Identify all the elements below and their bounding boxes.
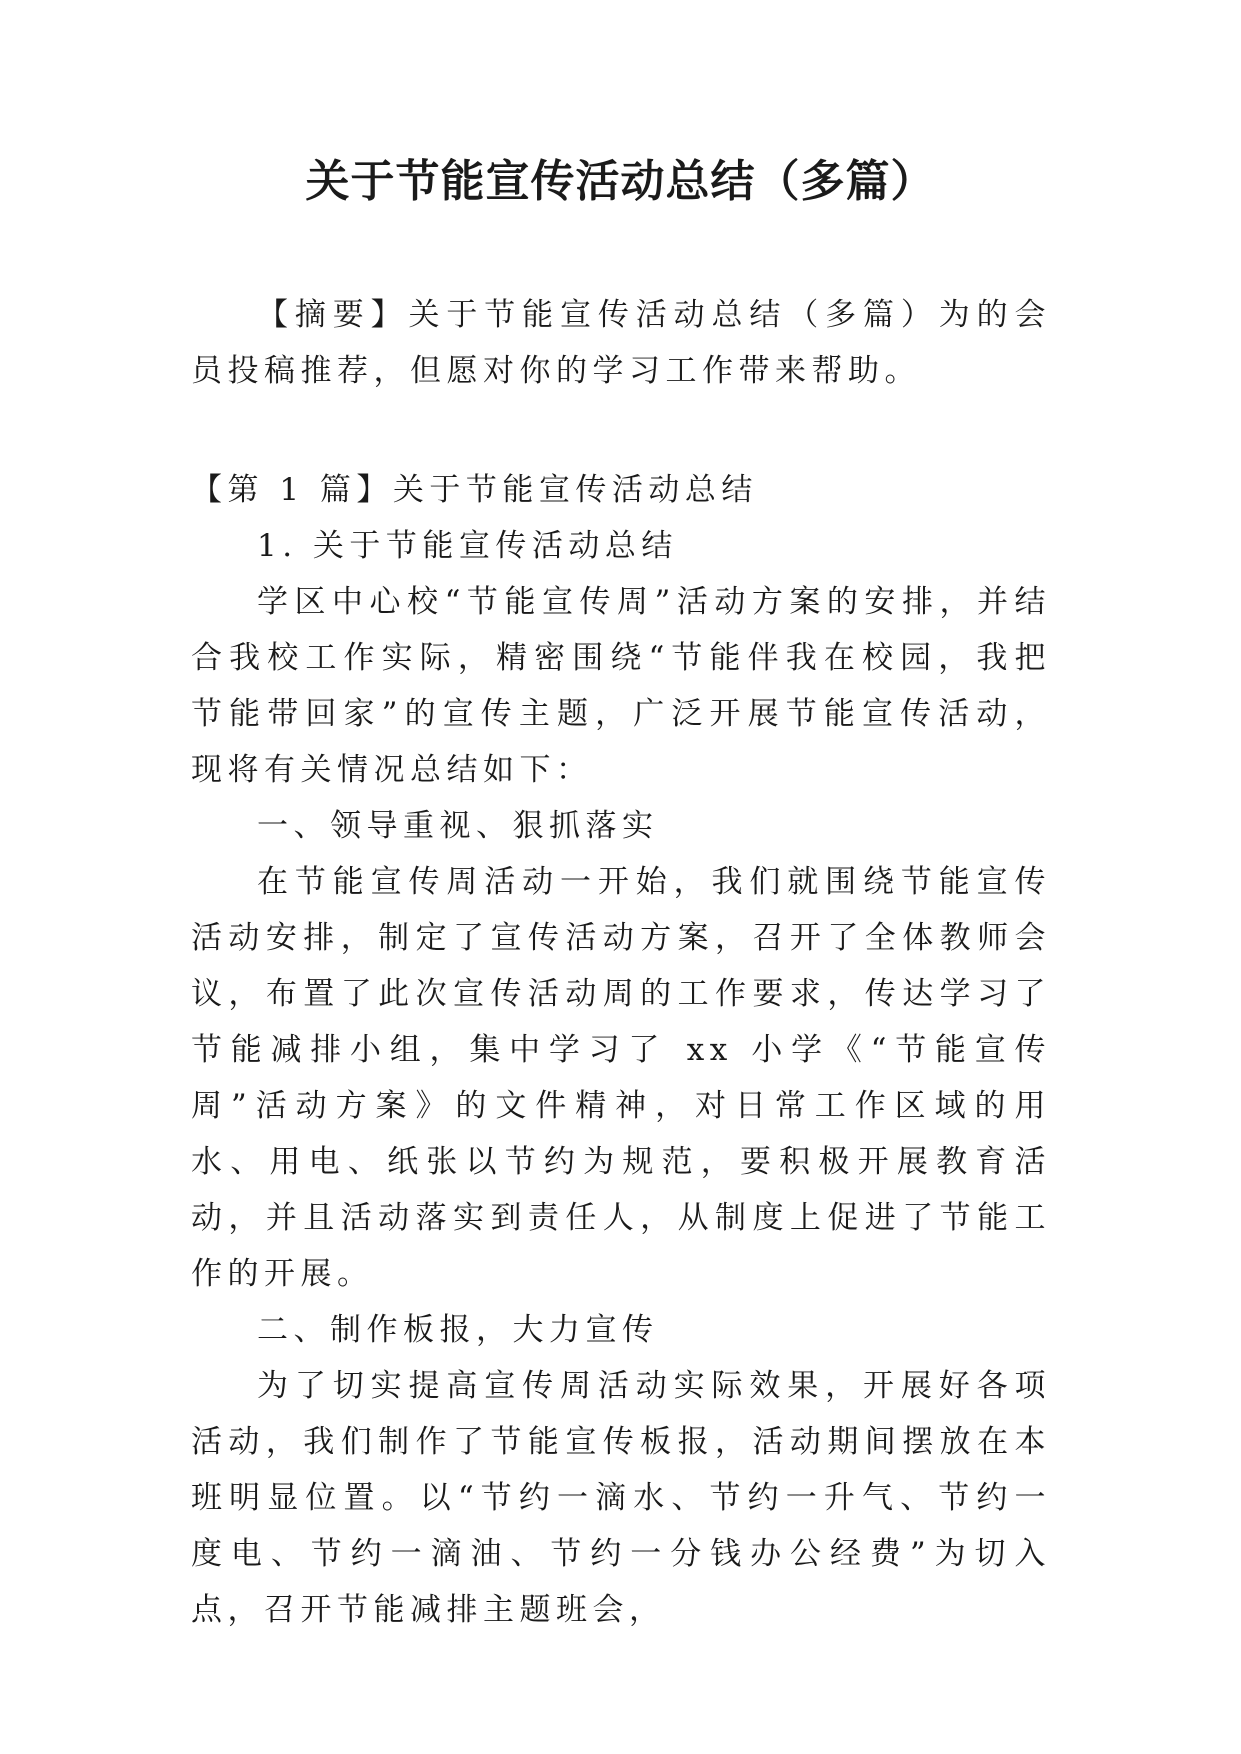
body-paragraph-2: 为了切实提高宣传周活动实际效果，开展好各项活动，我们制作了节能宣传板报，活动期间摆放在本班明显位置。以“节约一滴水、节约一升气、节约一度电、节约一滴油、节约一分钱办公经费”为切入点，召开节能减排主题班会， bbox=[191, 1368, 1051, 1628]
section-heading-2: 二、制作板报，大力宣传 bbox=[257, 1312, 659, 1348]
abstract-section bbox=[191, 287, 1051, 399]
document-title: 关于节能宣传活动总结（多篇） bbox=[305, 156, 936, 207]
body-paragraph-1: 在节能宣传周活动一开始，我们就围绕节能宣传活动安排，制定了宣传活动方案，召开了全体教师会议，布置了此次宣传活动周的工作要求，传达学习了节能减排小组，集中学习了 xx 小学《“节能宣传周”活动方案》的文件精神，对日常工作区域的用水、用电、纸张以节约为规范，要积极开展教育活动，并且活动落实到责任人，从制度上促进了节能工作的开展。 bbox=[191, 864, 1051, 1292]
section-subtitle: 1. 关于节能宣传活动总结 bbox=[257, 528, 678, 564]
intro-paragraph: 学区中心校“节能宣传周”活动方案的安排，并结合我校工作实际，精密围绕“节能伴我在校园，我把节能带回家”的宣传主题，广泛开展节能宣传活动，现将有关情况总结如下： bbox=[191, 584, 1051, 788]
section-heading-1: 一、领导重视、狠抓落实 bbox=[257, 808, 659, 844]
article-section bbox=[191, 462, 1051, 1638]
abstract-paragraph: 【摘要】关于节能宣传活动总结（多篇）为的会员投稿推荐，但愿对你的学习工作带来帮助。 bbox=[191, 297, 1051, 389]
article-heading: 【第 1 篇】关于节能宣传活动总结 bbox=[191, 472, 758, 508]
